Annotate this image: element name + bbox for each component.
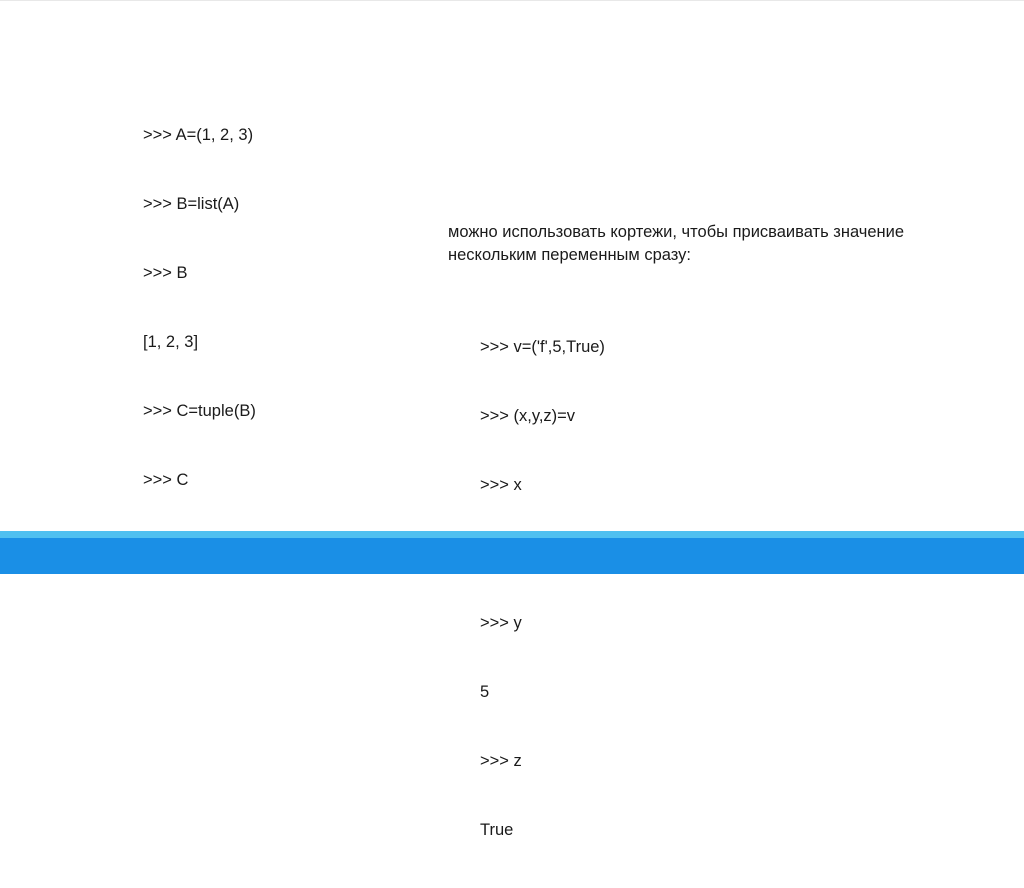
footer-bar	[0, 538, 1024, 574]
code-line: >>> C	[143, 471, 189, 489]
code-line: >>> v=('f',5,True)	[480, 338, 605, 356]
code-line: >>> x	[480, 476, 522, 494]
code-example-list-tuple	[143, 78, 256, 607]
code-line: >>> A=(1, 2, 3)	[143, 126, 254, 144]
code-line: >>> C=tuple(B)	[143, 402, 256, 420]
code-line: >>> B	[143, 264, 188, 282]
explanation-text	[448, 221, 988, 267]
code-line: >>> (x,y,z)=v	[480, 407, 576, 425]
code-output: 5	[480, 683, 490, 701]
code-line: >>> y	[480, 614, 522, 632]
code-output: True	[480, 821, 514, 839]
code-line: >>> z	[480, 752, 522, 770]
footer-accent-stripe	[0, 531, 1024, 538]
code-line: >>> B=list(A)	[143, 195, 240, 213]
explanation-line-1: можно использовать кортежи, чтобы присваивать значение	[448, 223, 905, 241]
top-divider	[0, 0, 1024, 1]
explanation-line-2: нескольким переменным сразу:	[448, 246, 691, 264]
code-example-unpacking	[480, 290, 605, 888]
code-output: [1, 2, 3]	[143, 333, 199, 351]
